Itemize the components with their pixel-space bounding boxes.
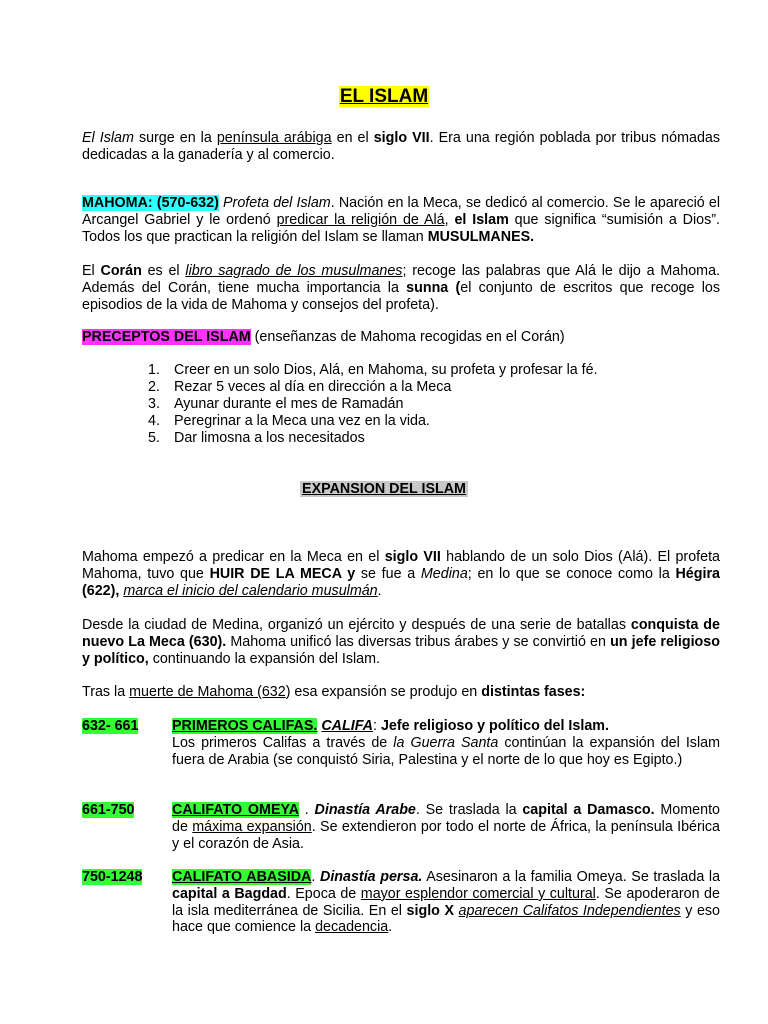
intro-siglo: siglo VII [373, 130, 430, 146]
exp1-period: . [377, 582, 382, 599]
exp2-text-3: continuando la expansión del Islam. [148, 650, 381, 667]
title-text: EL ISLAM [339, 86, 429, 107]
phase-text-3: . Se extendieron por todo el norte de África, la península Ibérica y el corazón de Asia. [172, 818, 721, 852]
exp3-fases: distintas fases: [481, 684, 586, 700]
expansion-title [0, 481, 768, 497]
phase-text-1: Asesinaron a la familia Omeya. Se traslada la [422, 869, 721, 885]
phase-capital: capital a Bagdad [172, 885, 287, 902]
list-text: Peregrinar a la Meca una vez en la vida. [174, 413, 430, 429]
mahoma-predicar: predicar la religión de Alá [276, 211, 445, 228]
phase-text-3: . Se apoderaron de la isla mediterránea de Sicilia. En el [172, 885, 720, 919]
coran-sunna: sunna ( [406, 279, 461, 296]
phase-name: PRIMEROS CALIFAS. [172, 718, 318, 734]
phase-guerra-santa: la Guerra Santa [393, 734, 499, 751]
phase-maxima: máxima expansión [192, 818, 312, 835]
list-item [148, 379, 598, 396]
preceptos-note: (enseñanzas de Mahoma recogidas en el Corán) [250, 329, 565, 345]
intro-text-3: . Era una región poblada por tribus nómadas dedicadas a la ganadería y al comercio. [82, 130, 720, 163]
intro-paragraph [82, 130, 720, 164]
list-text: Ayunar durante el mes de Ramadán [174, 396, 404, 412]
expansion-paragraph-1 [82, 549, 720, 599]
phase-date [82, 802, 134, 818]
intro-peninsula: península arábiga [216, 130, 332, 146]
exp1-text-1: Mahoma empezó a predicar en la Meca en el [82, 549, 385, 565]
phase-name: CALIFATO OMEYA [172, 802, 300, 818]
precepts-list [148, 362, 598, 447]
preceptos-label: PRECEPTOS DEL ISLAM [82, 329, 251, 345]
mahoma-comma: , [444, 211, 455, 228]
list-item [148, 362, 598, 379]
mahoma-text-1: . Nación en la Meca, se dedicó al comercio. Se le apareció el Arcangel Gabriel y le ordenó [82, 195, 721, 228]
phase-body [172, 869, 720, 936]
phase-dinastia: Dinastía persa. [320, 869, 423, 885]
exp1-calendario: marca el inicio del calendario musulmán [123, 582, 378, 599]
list-number: 2. [148, 379, 160, 395]
coran-libro-sagrado: libro sagrado de los musulmanes [185, 263, 403, 279]
phase-colon: : [372, 718, 381, 734]
list-text: Dar limosna a los necesitados [174, 430, 365, 446]
expansion-paragraph-3 [82, 684, 720, 701]
phase-sep: . [311, 869, 320, 885]
list-text: Creer en un solo Dios, Alá, en Mahoma, su profeta y profesar la fé. [174, 362, 598, 378]
mahoma-musulmanes: MUSULMANES. [427, 228, 535, 245]
exp3-text-2: ) esa expansión se produjo en [285, 684, 482, 700]
exp1-siglo: siglo VII [384, 549, 441, 565]
coran-text-1: El [82, 263, 101, 279]
preceptos-heading [82, 329, 720, 346]
phase-body [172, 718, 720, 768]
phase-date-text: 750-1248 [82, 869, 143, 885]
phase-text-2: . Epoca de [286, 885, 361, 902]
list-item [148, 396, 598, 413]
intro-text-1: surge en la [133, 130, 217, 146]
intro-islam: El Islam [82, 130, 134, 146]
phase-text-4: y eso hace que comience la [172, 902, 720, 936]
coran-text-4: el conjunto de escritos que recoge los episodios de la vida de Mahoma y consejos del profeta). [82, 279, 720, 313]
phase-decadencia: decadencia [315, 919, 389, 936]
coran-word: Corán [100, 263, 142, 279]
phase-text-1: . Se traslada la [415, 802, 523, 818]
mahoma-text-2: que significa “sumisión a Dios”. Todos los que practican la religión del Islam se llaman [82, 211, 721, 245]
phase-jefe: Jefe religioso y político del Islam. [380, 718, 609, 734]
exp1-hegira: Hégira (622), [82, 565, 720, 599]
phase-date [82, 869, 142, 885]
mahoma-profeta: Profeta del Islam [223, 195, 331, 211]
list-item [148, 413, 598, 430]
phase-text-1: Los primeros Califas a través de [172, 734, 394, 751]
list-number: 4. [148, 413, 160, 429]
exp1-medina: Medina [420, 565, 468, 582]
list-number: 1. [148, 362, 160, 378]
phase-califa: CALIFA [321, 718, 373, 734]
phase-capital: capital a Damasco. [522, 802, 655, 818]
exp1-text-2: hablando de un solo Dios (Alá). El profeta Mahoma, tuvo que [82, 549, 720, 582]
phase-siglo: siglo X [406, 902, 454, 919]
phase-date-text: 661-750 [82, 802, 135, 818]
expansion-title-text: EXPANSION DEL ISLAM [302, 481, 466, 497]
list-number: 3. [148, 396, 160, 412]
phase-body [172, 802, 720, 852]
exp3-muerte: muerte de Mahoma (632 [129, 684, 286, 700]
exp1-huir: HUIR DE LA MECA y [209, 565, 356, 582]
phase-period: . [388, 919, 393, 936]
phase-date-text: 632- 661 [82, 718, 139, 734]
mahoma-label: MAHOMA: (570-632) [82, 195, 219, 211]
phase-esplendor: mayor esplendor comercial y cultural [360, 885, 596, 902]
exp1-text-4: ; en lo que se conoce como la [467, 565, 676, 582]
mahoma-paragraph [82, 195, 720, 245]
coran-text-2: es el [141, 263, 186, 279]
phase-text-2: continúan la expansión del Islam fuera de Arabia (se conquistó Siria, Palestina y el norte de lo que hoy es Egipto.) [172, 734, 720, 768]
exp1-text-3: se fue a [355, 565, 421, 582]
exp3-text-1: Tras la [82, 684, 130, 700]
mahoma-el-islam: el Islam [454, 211, 509, 228]
phase-sep: . [299, 802, 315, 818]
coran-paragraph [82, 263, 720, 313]
phase-name: CALIFATO ABASIDA [172, 869, 312, 885]
phase-text-2: Momento de [172, 802, 720, 835]
phase-dinastia: Dinastía Arabe [314, 802, 416, 818]
list-item [148, 430, 598, 447]
exp2-conquista: conquista de nuevo La Meca (630). [82, 617, 720, 650]
page-title [0, 86, 768, 108]
intro-text-2: en el [331, 130, 374, 146]
phase-califatos: aparecen Califatos Independientes [458, 902, 681, 919]
list-text: Rezar 5 veces al día en dirección a la Meca [174, 379, 452, 395]
exp2-text-2: Mahoma unificó las diversas tribus árabes y se convirtió en [226, 633, 611, 650]
coran-text-3: ; recoge las palabras que Alá le dijo a Mahoma. Además del Corán, tiene mucha importancia la [82, 263, 720, 296]
exp2-text-1: Desde la ciudad de Medina, organizó un ejército y después de una serie de batallas [82, 617, 631, 633]
exp2-jefe: un jefe religioso y político, [82, 633, 720, 667]
expansion-paragraph-2 [82, 617, 720, 667]
list-number: 5. [148, 430, 160, 446]
phase-date [82, 718, 138, 734]
